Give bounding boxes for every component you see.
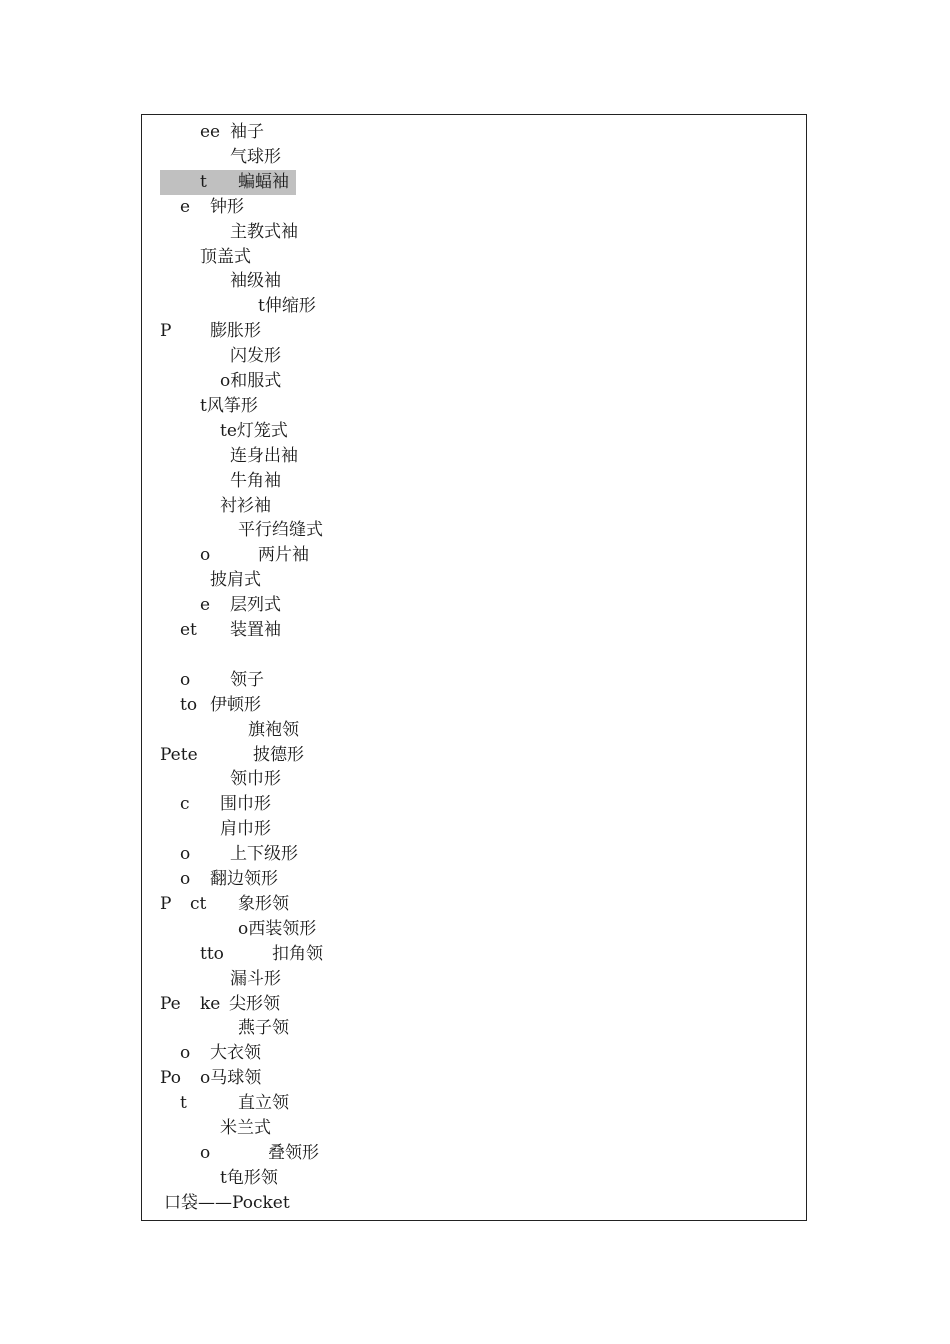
line-text: 直立领 [238, 1093, 289, 1114]
line-text: 扣角领 [272, 943, 323, 964]
document-line [142, 842, 806, 867]
line-text: Pe [160, 993, 181, 1014]
document-line [142, 319, 806, 344]
line-text: t [180, 1093, 187, 1114]
document-line [142, 892, 806, 917]
line-text: 叠领形 [268, 1142, 319, 1163]
document-line [142, 1191, 806, 1216]
line-text: o [180, 844, 191, 865]
document-line [142, 668, 806, 693]
line-text: o [200, 545, 211, 566]
line-text: 围巾形 [220, 794, 271, 815]
line-text: 象形领 [238, 893, 289, 914]
line-text: 牛角袖 [230, 470, 281, 491]
line-text: 旗袍领 [248, 719, 299, 740]
line-text: 层列式 [230, 595, 281, 616]
document-line [142, 1066, 806, 1091]
document-line [142, 220, 806, 245]
line-text: t [200, 171, 207, 192]
line-text: o [180, 869, 191, 889]
document-line [142, 917, 806, 942]
line-text: 蝙蝠袖 [238, 171, 289, 192]
line-text: 平行绉缝式 [238, 520, 323, 541]
line-text: o [180, 669, 191, 690]
document-line [142, 543, 806, 568]
line-text: 气球形 [230, 146, 281, 167]
line-text: o西装领形 [238, 918, 317, 939]
line-text: ee [200, 122, 221, 142]
document-line [142, 369, 806, 394]
document-line [142, 269, 806, 294]
document-line [142, 792, 806, 817]
document-frame [141, 114, 807, 1221]
document-line [142, 1116, 806, 1141]
line-text: 袖级袖 [230, 271, 281, 292]
document-line [142, 992, 806, 1017]
line-text: tto [200, 943, 224, 964]
line-text: 上下级形 [230, 844, 298, 865]
line-text: 漏斗形 [230, 968, 281, 989]
line-text: o马球领 [200, 1068, 262, 1089]
line-text: t龟形领 [220, 1167, 278, 1188]
document-line [142, 444, 806, 469]
document-line [142, 469, 806, 494]
line-text: 闪发形 [230, 346, 281, 367]
line-text: 装置袖 [230, 620, 281, 640]
document-line [142, 718, 806, 743]
line-text: 衬衫袖 [220, 495, 271, 516]
line-text: P [160, 321, 172, 342]
document-line [142, 618, 806, 643]
document-line [142, 1141, 806, 1166]
document-line [142, 120, 806, 145]
line-text: 领巾形 [230, 769, 281, 790]
line-text: te灯笼式 [220, 420, 288, 441]
line-text: 领子 [230, 669, 264, 690]
document-line [142, 817, 806, 842]
line-text: ct [190, 893, 207, 914]
line-text: 米兰式 [220, 1118, 271, 1138]
document-line [142, 568, 806, 593]
line-text: 披肩式 [210, 570, 261, 591]
document-line [142, 867, 806, 892]
line-text: o [180, 1043, 191, 1064]
line-text: P [160, 893, 172, 914]
line-text: Pete [160, 744, 198, 765]
document-line [142, 743, 806, 768]
line-text: e [200, 595, 211, 616]
document-line [142, 1166, 806, 1191]
line-text: e [180, 196, 191, 217]
document-line [142, 1016, 806, 1041]
document-line [142, 693, 806, 718]
document-line [142, 643, 806, 668]
document-line [142, 344, 806, 369]
line-text: 翻边领形 [210, 869, 278, 889]
document-line [142, 967, 806, 992]
line-text: 燕子领 [238, 1018, 289, 1039]
line-text: 连身出袖 [230, 445, 298, 466]
line-text: 袖子 [230, 122, 264, 142]
document-line [142, 145, 806, 170]
document-line [142, 1041, 806, 1066]
document-line [142, 942, 806, 967]
line-text: 口袋——Pocket [164, 1192, 290, 1213]
document-line [142, 195, 806, 220]
line-text: 肩巾形 [220, 819, 271, 840]
line-text: o [200, 1142, 211, 1163]
line-text: c [180, 794, 190, 815]
document-line [142, 593, 806, 618]
line-text: 顶盖式 [200, 246, 251, 267]
document-line [142, 294, 806, 319]
line-text: o和服式 [220, 371, 282, 391]
line-text: et [180, 620, 197, 640]
document-line [142, 518, 806, 543]
line-text: 两片袖 [258, 545, 309, 566]
line-text: t伸缩形 [258, 296, 316, 317]
document-line [142, 767, 806, 792]
line-text: to [180, 694, 198, 715]
line-text: 膨胀形 [210, 321, 261, 342]
line-text: 尖形领 [229, 993, 280, 1014]
line-text: t风筝形 [200, 395, 258, 416]
document-line [142, 170, 806, 195]
line-text: Po [160, 1068, 181, 1089]
line-text: 钟形 [210, 196, 244, 217]
line-text: 主教式袖 [230, 221, 298, 242]
document-line [142, 245, 806, 270]
line-text: 伊顿形 [210, 694, 261, 715]
document-line [142, 394, 806, 419]
line-text: 大衣领 [210, 1043, 261, 1064]
line-text: 披德形 [253, 744, 304, 765]
document-line [142, 419, 806, 444]
document-line [142, 1091, 806, 1116]
line-text: ke [200, 993, 221, 1014]
document-line [142, 494, 806, 519]
